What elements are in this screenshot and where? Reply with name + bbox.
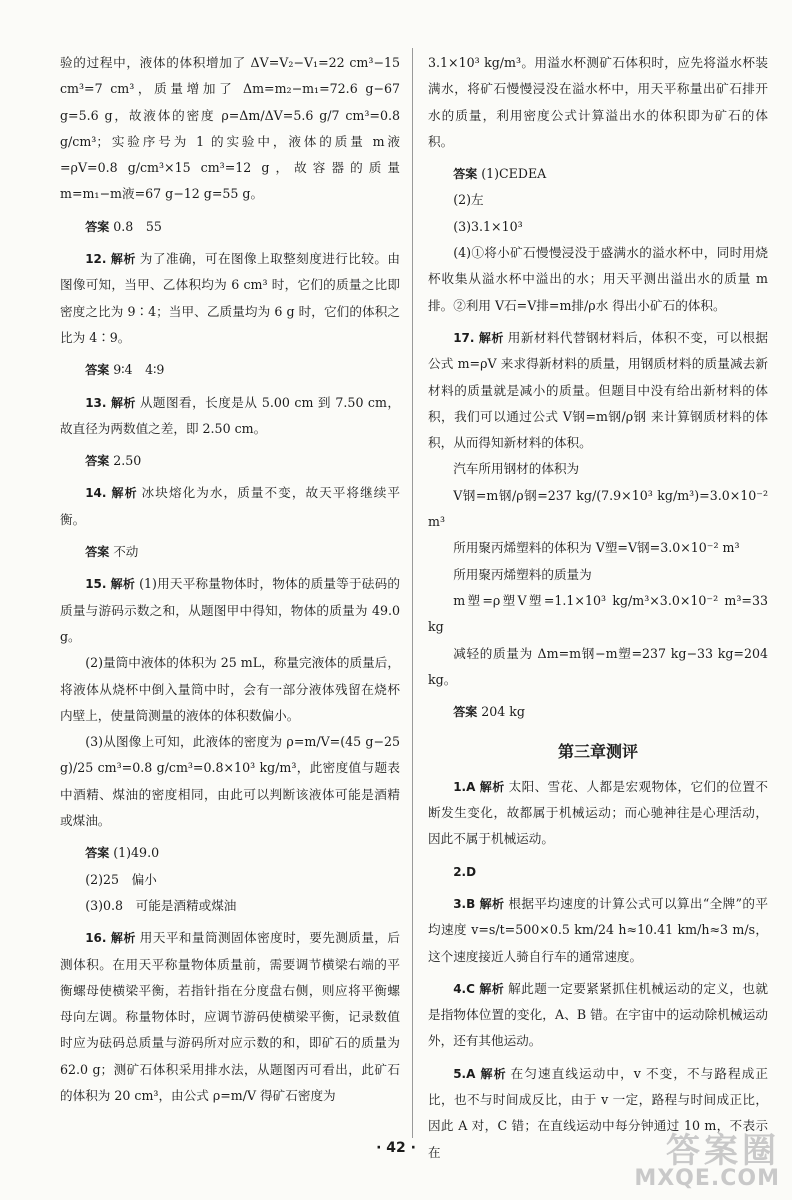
analysis-label: 解析 — [479, 896, 505, 911]
question-number: 5.A — [453, 1066, 476, 1081]
analysis-label: 解析 — [111, 486, 138, 501]
answer-label: 答案 — [85, 545, 110, 560]
answer-label: 答案 — [85, 454, 110, 469]
answer-text: 9∶4 4∶9 — [113, 362, 165, 378]
analysis-label: 解析 — [478, 330, 504, 345]
question-text: 在匀速直线运动中，v 不变，不与路程成正比，也不与时间成反比，由于 v 一定，路程与时间成正比，因此 A 对，C 错；在直线运动中每分钟通过 10 m，不表示在 — [428, 1065, 768, 1160]
question-solution — [60, 480, 400, 533]
answer-line — [60, 214, 400, 240]
analysis-label: 解析 — [110, 395, 136, 410]
answer-subline: (2)25 偏小 — [85, 871, 157, 887]
question-solution — [60, 925, 400, 1109]
site-watermark — [634, 1131, 780, 1191]
answer-text: (1)CEDEA — [481, 166, 547, 182]
question-number: 16. — [85, 931, 107, 946]
question-solution — [60, 571, 400, 650]
answer-text: 0.8 55 — [113, 218, 162, 234]
question-text: 解此题一定要紧紧抓住机械运动的定义，也就是指物体位置的变化，A、B 错。在宇宙中的运动除机械运动外，还有其他运动。 — [428, 980, 768, 1049]
page-number: · 42 · — [376, 1140, 416, 1156]
paragraph: 验的过程中，液体的体积增加了 ΔV=V₂−V₁=22 cm³−15 cm³=7 cm³，质量增加了 Δm=m₂−m₁=72.6 g−67 g=5.6 g，故液体的密度 ρ=Δm/ΔV=5.6 g/7 cm³=0.8 g/cm³；实验序号为 1 的实验中，液体的质量 m液=ρV=0.8 g/cm³×15 cm³=12 g，故容器的质量 m=m₁−m液=67 g−12 g=55 g。 — [60, 55, 400, 202]
paragraph: (2)量筒中液体的体积为 25 mL，称量完液体的质量后，将液体从烧杯中倒入量筒中时，会有一部分液体残留在烧杯内壁上，使量筒测量的液体的体积数偏小。 — [60, 655, 400, 723]
question-text: 冰块熔化为水，质量不变，故天平将继续平衡。 — [60, 485, 400, 527]
question-text: 从题图看，长度是从 5.00 cm 到 7.50 cm，故直径为两数值之差，即 2.50 cm。 — [60, 394, 400, 436]
paragraph: 3.1×10³ kg/m³。用溢水杯测矿石体积时，应先将溢水杯装满水，将矿石慢慢浸没在溢水杯中，用天平称量出矿石排开水的质量，利用密度公式计算溢出水的体积即为矿石的体积。 — [428, 55, 768, 149]
question-solution — [428, 859, 768, 885]
question-solution — [60, 390, 400, 443]
answer-label: 答案 — [453, 167, 478, 182]
answer-label: 答案 — [85, 219, 110, 234]
question-number: 4.C — [453, 981, 475, 996]
question-number: 1.A — [453, 779, 476, 794]
paragraph: (3)从图像上可知，此液体的密度为 ρ=m/V=(45 g−25 g)/25 cm³=0.8 g/cm³=0.8×10³ kg/m³，此密度值与题表中酒精、煤油的密度相同，由此可以判断该液体可能是酒精或煤油。 — [60, 734, 400, 829]
paragraph: 减轻的质量为 Δm=m钢−m塑=237 kg−33 kg=204 kg。 — [428, 645, 768, 687]
answer-text: 204 kg — [481, 704, 525, 720]
answer-line — [428, 699, 768, 725]
question-solution — [428, 325, 768, 456]
answer-subline: (3)0.8 可能是酒精或煤油 — [85, 897, 237, 913]
paragraph: 所用聚丙烯塑料的体积为 V塑=V钢=3.0×10⁻² m³ — [453, 540, 740, 556]
left-column — [60, 50, 400, 1109]
question-text: 为了准确，可在图像上取整刻度进行比较。由图像可知，当甲、乙体积均为 6 cm³ 时，它们的质量之比即密度之比为 9∶4；当甲、乙质量均为 6 g 时，它们的体积之比为 4∶9。 — [60, 251, 400, 345]
analysis-label: 解析 — [480, 1066, 507, 1081]
analysis-label: 解析 — [110, 252, 136, 267]
column-divider — [412, 48, 413, 1138]
question-solution — [60, 246, 400, 351]
paragraph: (4)①将小矿石慢慢浸没于盛满水的溢水杯中，同时用烧杯收集从溢水杯中溢出的水；用天平测出溢出水的质量 m排。②利用 V石=V排=m排/ρ水 得出小矿石的体积。 — [428, 245, 768, 313]
question-number: 17. — [453, 330, 475, 345]
question-solution — [428, 976, 768, 1055]
answer-line — [60, 448, 400, 474]
analysis-label: 解析 — [110, 931, 136, 946]
analysis-label: 解析 — [479, 779, 505, 794]
question-text: 用新材料代替钢材料后，体积不变，可以根据公式 m=ρV 来求得新材料的质量，用钢质材料的质量减去新材料的质量就是减小的质量。但题目中没有给出新材料的体积，我们可以通过公式 V钢=m钢/ρ钢 来计算钢质材料的体积，从而得知新材料的体积。 — [428, 329, 768, 451]
question-text: (1)用天平称量物体时，物体的质量等于砝码的质量与游码示数之和，从题图甲中得知，物体的质量为 49.0 g。 — [60, 576, 400, 644]
answer-text: 不动 — [113, 544, 139, 560]
paragraph: 汽车所用钢材的体积为 — [453, 461, 580, 477]
analysis-label: 解析 — [479, 981, 505, 996]
question-text: 根据平均速度的计算公式可以算出“全牌”的平均速度 v=s/t=500×0.5 km/24 h≈10.41 km/h≈3 m/s，这个速度接近人骑自行车的通常速度。 — [428, 895, 768, 964]
section-title: 第三章测评 — [557, 742, 638, 762]
answer-label: 答案 — [85, 363, 110, 378]
question-solution — [428, 891, 768, 970]
question-number: 13. — [85, 395, 107, 410]
right-column — [428, 50, 768, 1166]
answer-label: 答案 — [453, 705, 478, 720]
watermark-url: MXQE.COM — [634, 1166, 780, 1191]
question-number: 2.D — [453, 864, 477, 879]
question-number: 15. — [85, 577, 107, 592]
answer-line — [60, 357, 400, 383]
analysis-label: 解析 — [110, 577, 136, 592]
question-solution — [428, 774, 768, 853]
answer-label: 答案 — [85, 846, 110, 861]
question-text: 用天平和量筒测固体密度时，要先测质量，后测体积。在用天平称量物体质量前，需要调节横梁右端的平衡螺母使横梁平衡，若指针指在分度盘右侧，则应将平衡螺母向左调。称量物体时，应调节游码使横梁平衡，记录数值时应为砝码总质量与游码所对应示数的和，即矿石的质量为 62.0 g；测矿石体积采用排水法，从题图丙可看出，此矿石的体积为 20 cm³，由公式 ρ=m/V 得矿石密度为 — [60, 930, 400, 1103]
answer-subline: (3)3.1×10³ — [453, 218, 523, 234]
paragraph: m塑=ρ塑V塑=1.1×10³ kg/m³×3.0×10⁻² m³=33 kg — [428, 592, 768, 635]
answer-text: 2.50 — [113, 453, 142, 469]
answer-subline: (2)左 — [453, 192, 484, 208]
watermark-logo-text: 答案圈 — [666, 1131, 780, 1171]
question-text: 太阳、雪花、人都是宏观物体，它们的位置不断发生变化，故都属于机械运动；而心驰神往是心理活动，因此不属于机械运动。 — [428, 778, 768, 847]
paragraph: 所用聚丙烯塑料的质量为 — [453, 566, 592, 582]
answer-line — [428, 161, 768, 187]
paragraph: V钢=m钢/ρ钢=237 kg/(7.9×10³ kg/m³)=3.0×10⁻² m³ — [428, 487, 768, 530]
answer-line — [60, 539, 400, 565]
question-number: 3.B — [453, 896, 476, 911]
question-number: 14. — [85, 486, 107, 501]
answer-text: (1)49.0 — [113, 845, 160, 861]
question-number: 12. — [85, 252, 107, 267]
answer-line — [60, 840, 400, 866]
